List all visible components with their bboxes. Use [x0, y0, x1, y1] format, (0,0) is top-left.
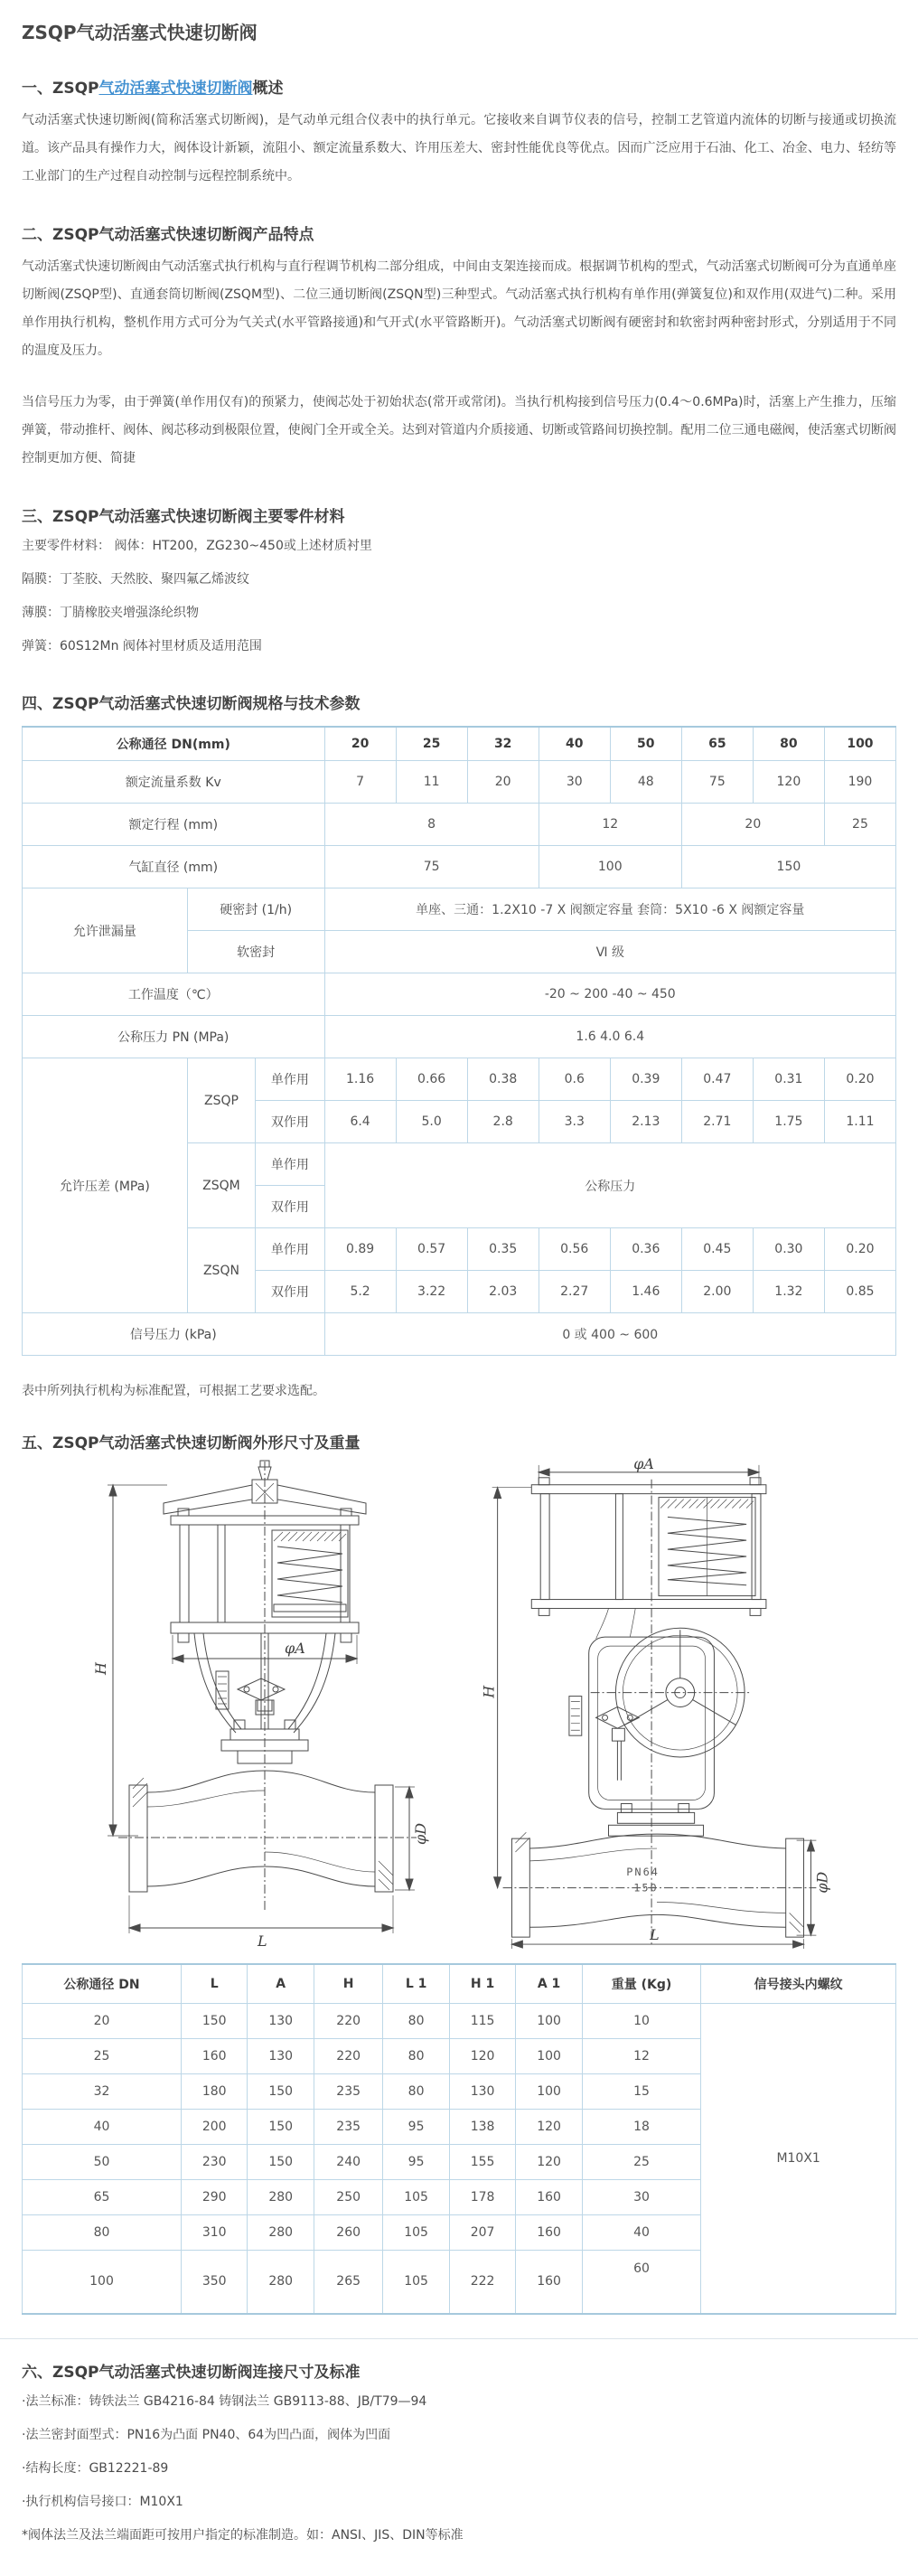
section-materials [22, 503, 896, 660]
dn-cell: 32 [467, 727, 539, 761]
dims-header: L [181, 1964, 247, 2004]
cell: 25 [582, 2145, 701, 2180]
section-specs-heading: 四、ZSQP气动活塞式快速切断阀规格与技术参数 [22, 695, 361, 713]
row-label: 允许压差 (MPa) [23, 1058, 188, 1313]
dimensions-table [22, 1963, 896, 2315]
features-paragraph-2: 当信号压力为零，由于弹簧(单作用仅有)的预紧力，使阀芯处于初始状态(常开或常闭)。当执行机构接到信号压力(0.4～0.6MPa)时，活塞上产生推力，压缩弹簧，带动推杆、阀体、阀芯移动到极限位置，使阀门全开或全关。达到对管道内介质接通、切断或管路间切换控制。配用二位三通电磁阀，使活塞式切断阀控制更加方便、简捷 [22, 395, 896, 465]
valve-drawing-side-handwheel [477, 1458, 838, 1951]
dp-cell: 1.46 [610, 1271, 681, 1313]
material-line: 隔膜：丁荃胶、天然胶、聚四氟乙烯波纹 [22, 572, 249, 587]
dim-label-l: L [650, 1926, 660, 1944]
section-features [22, 221, 896, 473]
dims-header: L 1 [383, 1964, 449, 2004]
cell: 18 [582, 2110, 701, 2145]
cell: 120 [516, 2145, 582, 2180]
cell: 150 [248, 2145, 314, 2180]
dp-zsqp-single-row [23, 1058, 896, 1101]
dims-header: 信号接头内螺纹 [701, 1964, 896, 2004]
dp-cell: 2.13 [610, 1101, 681, 1143]
kv-cell: 20 [467, 761, 539, 804]
cyl-cell: 100 [539, 846, 681, 888]
cell: 100 [516, 2039, 582, 2074]
dim-label-phi-d: φD [412, 1822, 429, 1845]
standard-line: ·执行机构信号接口：M10X1 [22, 2494, 183, 2509]
section-overview-heading [22, 75, 896, 98]
dp-cell: 2.00 [681, 1271, 753, 1313]
dim-label-h: H [92, 1662, 109, 1675]
bonnet [609, 1803, 704, 1836]
cell: 235 [314, 2074, 382, 2110]
cell: 150 [248, 2074, 314, 2110]
kv-cell: 7 [324, 761, 396, 804]
dn-cell: 40 [539, 727, 610, 761]
standard-line: ·结构长度：GB12221-89 [22, 2460, 169, 2476]
cell: 105 [383, 2180, 449, 2215]
cell: 12 [582, 2039, 701, 2074]
cell: 130 [248, 2004, 314, 2039]
cell: 50 [23, 2145, 182, 2180]
stroke-cell: 25 [824, 804, 895, 846]
valve-drawing-top-handwheel [80, 1458, 441, 1951]
cell: 310 [181, 2215, 247, 2251]
cell: 138 [449, 2110, 515, 2145]
dims-header: H 1 [449, 1964, 515, 2004]
dn-cell: 65 [681, 727, 753, 761]
centerlines [118, 1462, 417, 1910]
cyl-cell: 75 [324, 846, 539, 888]
cell: 160 [516, 2215, 582, 2251]
cell: 32 [23, 2074, 182, 2110]
spring-chamber [272, 1530, 348, 1617]
dimension-l [129, 1895, 393, 1950]
row-label: 允许泄漏量 [23, 888, 188, 973]
dims-header: A [248, 1964, 314, 2004]
dp-cell: 0.20 [824, 1058, 895, 1101]
positioner [216, 1671, 285, 1711]
cell: 80 [383, 2074, 449, 2110]
cell: 30 [582, 2180, 701, 2215]
kv-cell: 11 [396, 761, 467, 804]
standard-footnote: *阀体法兰及法兰端面距可按用户指定的标准制造。如：ANSI、JIS、DIN等标准 [22, 2527, 464, 2543]
dp-cell: 0.89 [324, 1228, 396, 1271]
dp-cell: 0.57 [396, 1228, 467, 1271]
row-label: 气缸直径 (mm) [23, 846, 325, 888]
dimension-h [92, 1485, 167, 1836]
dp-cell: 2.03 [467, 1271, 539, 1313]
cell: 120 [516, 2110, 582, 2145]
section-overview [22, 75, 896, 191]
sub-label: 硬密封 (1/h) [187, 888, 324, 931]
centerlines [503, 1480, 817, 1946]
dn-cell: 80 [753, 727, 824, 761]
dp-cell: 0.30 [753, 1228, 824, 1271]
dp-cell: 0.56 [539, 1228, 610, 1271]
cell: 20 [23, 2004, 182, 2039]
dp-cell: 0.35 [467, 1228, 539, 1271]
cell: 220 [314, 2039, 382, 2074]
cell: 265 [314, 2251, 382, 2314]
dp-cell: 3.22 [396, 1271, 467, 1313]
leak-soft-value: Ⅵ 级 [324, 931, 895, 973]
product-link[interactable]: 气动活塞式快速切断阀 [98, 80, 253, 98]
cell: 180 [181, 2074, 247, 2110]
cell: 280 [248, 2251, 314, 2314]
dn-cell: 25 [396, 727, 467, 761]
cell: 80 [383, 2004, 449, 2039]
section-materials-heading: 三、ZSQP气动活塞式快速切断阀主要零件材料 [22, 508, 345, 526]
cell: 350 [181, 2251, 247, 2314]
dims-header: A 1 [516, 1964, 582, 2004]
kv-row [23, 761, 896, 804]
cell: 60 [582, 2251, 701, 2314]
heading-suffix: 概述 [252, 80, 284, 98]
features-paragraph-1: 气动活塞式快速切断阀由气动活塞式执行机构与直行程调节机构二部分组成，中间由支架连接而成。根据调节机构的型式，气动活塞式切断阀可分为直通单座切断阀(ZSQP型)、直通套筒切断阀(ZSQM型)、二位三通切断阀(ZSQN型)三种型式。气动活塞式执行机构有单作用(弹簧复位)和双作用(双进气)二种。采用单作用执行机构，整机作用方式可分为气关式(水平管路接通)和气开式(水平管路断开)。气动活塞式切断阀有硬密封和软密封两种密封形式，分别适用于不同的温度及压力。 [22, 259, 896, 358]
action-label: 双作用 [256, 1186, 324, 1228]
cylinder-row [23, 846, 896, 888]
cell: 155 [449, 2145, 515, 2180]
spec-note: 表中所列执行机构为标准配置，可根据工艺要求选配。 [22, 1384, 325, 1398]
dim-label-phi-a: φA [285, 1640, 305, 1657]
dp-cell: 0.66 [396, 1058, 467, 1101]
dp-cell: 0.47 [681, 1058, 753, 1101]
cell: 95 [383, 2145, 449, 2180]
stroke-row [23, 804, 896, 846]
positioner [569, 1697, 639, 1781]
cell: 280 [248, 2215, 314, 2251]
body-mark-pn: PN64 [626, 1865, 660, 1878]
signal-value: 0 或 400 ~ 600 [324, 1313, 895, 1356]
section-standards-heading: 六、ZSQP气动活塞式快速切断阀连接尺寸及标准 [22, 2363, 361, 2382]
temp-value: -20 ~ 200 -40 ~ 450 [324, 973, 895, 1016]
standard-line: ·法兰标准：铸铁法兰 GB4216-84 铸钢法兰 GB9113-88、JB/T79—94 [22, 2393, 427, 2409]
cell: 100 [516, 2004, 582, 2039]
cell: 80 [383, 2039, 449, 2074]
pn-value: 1.6 4.0 6.4 [324, 1016, 895, 1058]
action-label: 双作用 [256, 1271, 324, 1313]
action-label: 单作用 [256, 1228, 324, 1271]
dp-cell: 0.20 [824, 1228, 895, 1271]
kv-cell: 120 [753, 761, 824, 804]
dp-cell: 1.11 [824, 1101, 895, 1143]
kv-cell: 48 [610, 761, 681, 804]
thread-cell: M10X1 [701, 2004, 896, 2314]
cell: 15 [582, 2074, 701, 2110]
stroke-cell: 20 [681, 804, 824, 846]
valve-body [511, 1832, 803, 1937]
model-label: ZSQP [187, 1058, 255, 1143]
cell: 105 [383, 2251, 449, 2314]
dp-cell: 0.38 [467, 1058, 539, 1101]
sub-label: 软密封 [187, 931, 324, 973]
dimension-phi-a [539, 1458, 759, 1485]
page-title: ZSQP气动活塞式快速切断阀 [22, 22, 258, 43]
spring-chamber [659, 1498, 755, 1596]
stroke-cell: 12 [539, 804, 681, 846]
dims-row [23, 2004, 896, 2039]
temp-row [23, 973, 896, 1016]
cell: 10 [582, 2004, 701, 2039]
material-line: 薄膜：丁腈橡胶夹增强涤纶织物 [22, 606, 199, 620]
row-label: 信号压力 (kPa) [23, 1313, 325, 1356]
model-label: ZSQM [187, 1143, 255, 1228]
cell: 150 [248, 2110, 314, 2145]
section-dimensions-heading: 五、ZSQP气动活塞式快速切断阀外形尺寸及重量 [22, 1434, 361, 1453]
body-mark-dn: 150 [633, 1881, 659, 1894]
action-label: 单作用 [256, 1143, 324, 1186]
section-standards [22, 2359, 896, 2549]
cell: 80 [23, 2215, 182, 2251]
cell: 200 [181, 2110, 247, 2145]
dp-cell: 0.45 [681, 1228, 753, 1271]
cell: 40 [23, 2110, 182, 2145]
cell: 40 [582, 2215, 701, 2251]
action-label: 单作用 [256, 1058, 324, 1101]
cell: 220 [314, 2004, 382, 2039]
actuator-frame [531, 1478, 766, 1616]
cell: 178 [449, 2180, 515, 2215]
cell: 160 [181, 2039, 247, 2074]
cell: 235 [314, 2110, 382, 2145]
cell: 280 [248, 2180, 314, 2215]
cell: 105 [383, 2215, 449, 2251]
dimension-l [511, 1926, 803, 1949]
dp-cell: 0.6 [539, 1058, 610, 1101]
cell: 100 [516, 2074, 582, 2110]
dims-header: 公称通径 DN [23, 1964, 182, 2004]
dim-label-phi-a: φA [633, 1458, 654, 1472]
dp-cell: 0.36 [610, 1228, 681, 1271]
dp-cell: 2.8 [467, 1101, 539, 1143]
leak-hard-value: 单座、三通：1.2X10 -7 X 阀额定容量 套筒：5X10 -6 X 阀额定容量 [324, 888, 895, 931]
cell: 290 [181, 2180, 247, 2215]
dims-header: H [314, 1964, 382, 2004]
row-label: 额定流量系数 Kv [23, 761, 325, 804]
cell: 25 [23, 2039, 182, 2074]
row-label: 额定行程 (mm) [23, 804, 325, 846]
dims-header: 重量 (Kg) [582, 1964, 701, 2004]
dn-cell: 20 [324, 727, 396, 761]
cell: 130 [449, 2074, 515, 2110]
action-label: 双作用 [256, 1101, 324, 1143]
kv-cell: 30 [539, 761, 610, 804]
cell: 115 [449, 2004, 515, 2039]
kv-cell: 75 [681, 761, 753, 804]
dp-cell: 5.0 [396, 1101, 467, 1143]
cell: 100 [23, 2251, 182, 2314]
signal-row [23, 1313, 896, 1356]
overview-paragraph: 气动活塞式快速切断阀(简称活塞式切断阀)，是气动单元组合仪表中的执行单元。它接收来自调节仪表的信号，控制工艺管道内流体的切断与接通或切换流道。该产品具有操作力大，阀体设计新颖，流阻小、额定流量系数大、许用压差大、密封性能优良等优点。因而广泛应用于石油、化工、冶金、电力、轻纺等工业部门的生产过程自动控制与远程控制系统中。 [22, 113, 896, 183]
model-label: ZSQN [187, 1228, 255, 1313]
cell: 222 [449, 2251, 515, 2314]
dimension-h [481, 1488, 532, 1888]
dim-label-l: L [258, 1932, 267, 1950]
cell: 120 [449, 2039, 515, 2074]
cell: 260 [314, 2215, 382, 2251]
section-specs [22, 691, 896, 1399]
dims-header-row [23, 1964, 896, 2004]
standard-line: ·法兰密封面型式：PN16为凸面 PN40、64为凹凸面，阀体为凹面 [22, 2427, 391, 2442]
cell: 207 [449, 2215, 515, 2251]
dp-cell: 0.39 [610, 1058, 681, 1101]
dp-zsqm-value: 公称压力 [324, 1143, 895, 1228]
outline-drawings [22, 1458, 896, 1951]
section-dimensions [22, 1430, 896, 2315]
kv-cell: 190 [824, 761, 895, 804]
cell: 240 [314, 2145, 382, 2180]
dp-cell: 1.16 [324, 1058, 396, 1101]
row-label: 公称压力 PN (MPa) [23, 1016, 325, 1058]
dimension-phi-d [395, 1787, 429, 1890]
stroke-cell: 8 [324, 804, 539, 846]
cell: 160 [516, 2251, 582, 2314]
cell: 65 [23, 2180, 182, 2215]
dp-cell: 0.85 [824, 1271, 895, 1313]
spec-table [22, 726, 896, 1356]
dp-cell: 0.31 [753, 1058, 824, 1101]
cell: 230 [181, 2145, 247, 2180]
cell: 250 [314, 2180, 382, 2215]
dp-cell: 1.32 [753, 1271, 824, 1313]
cell: 150 [181, 2004, 247, 2039]
leak-hard-row [23, 888, 896, 931]
material-line: 弹簧：60S12Mn 阀体衬里材质及适用范围 [22, 639, 262, 653]
dp-cell: 2.71 [681, 1101, 753, 1143]
dim-label-phi-d: φD [813, 1871, 831, 1894]
cell: 130 [248, 2039, 314, 2074]
dp-cell: 1.75 [753, 1101, 824, 1143]
dn-cell: 100 [824, 727, 895, 761]
cyl-cell: 150 [681, 846, 895, 888]
spec-header-label: 公称通径 DN(mm) [23, 727, 325, 761]
row-label: 工作温度（℃） [23, 973, 325, 1016]
dp-cell: 3.3 [539, 1101, 610, 1143]
section-features-heading: 二、ZSQP气动活塞式快速切断阀产品特点 [22, 226, 314, 244]
heading-prefix: 一、ZSQP [22, 80, 99, 98]
dp-cell: 6.4 [324, 1101, 396, 1143]
material-line: 主要零件材料： 阀体：HT200，ZG230~450或上述材质衬里 [22, 539, 372, 553]
spec-header-row [23, 727, 896, 761]
dp-cell: 5.2 [324, 1271, 396, 1313]
dp-cell: 2.27 [539, 1271, 610, 1313]
cell: 95 [383, 2110, 449, 2145]
dn-cell: 50 [610, 727, 681, 761]
section-divider [0, 2338, 918, 2339]
dim-label-h: H [480, 1685, 498, 1698]
valve-body [129, 1771, 393, 1892]
cell: 160 [516, 2180, 582, 2215]
pn-row [23, 1016, 896, 1058]
